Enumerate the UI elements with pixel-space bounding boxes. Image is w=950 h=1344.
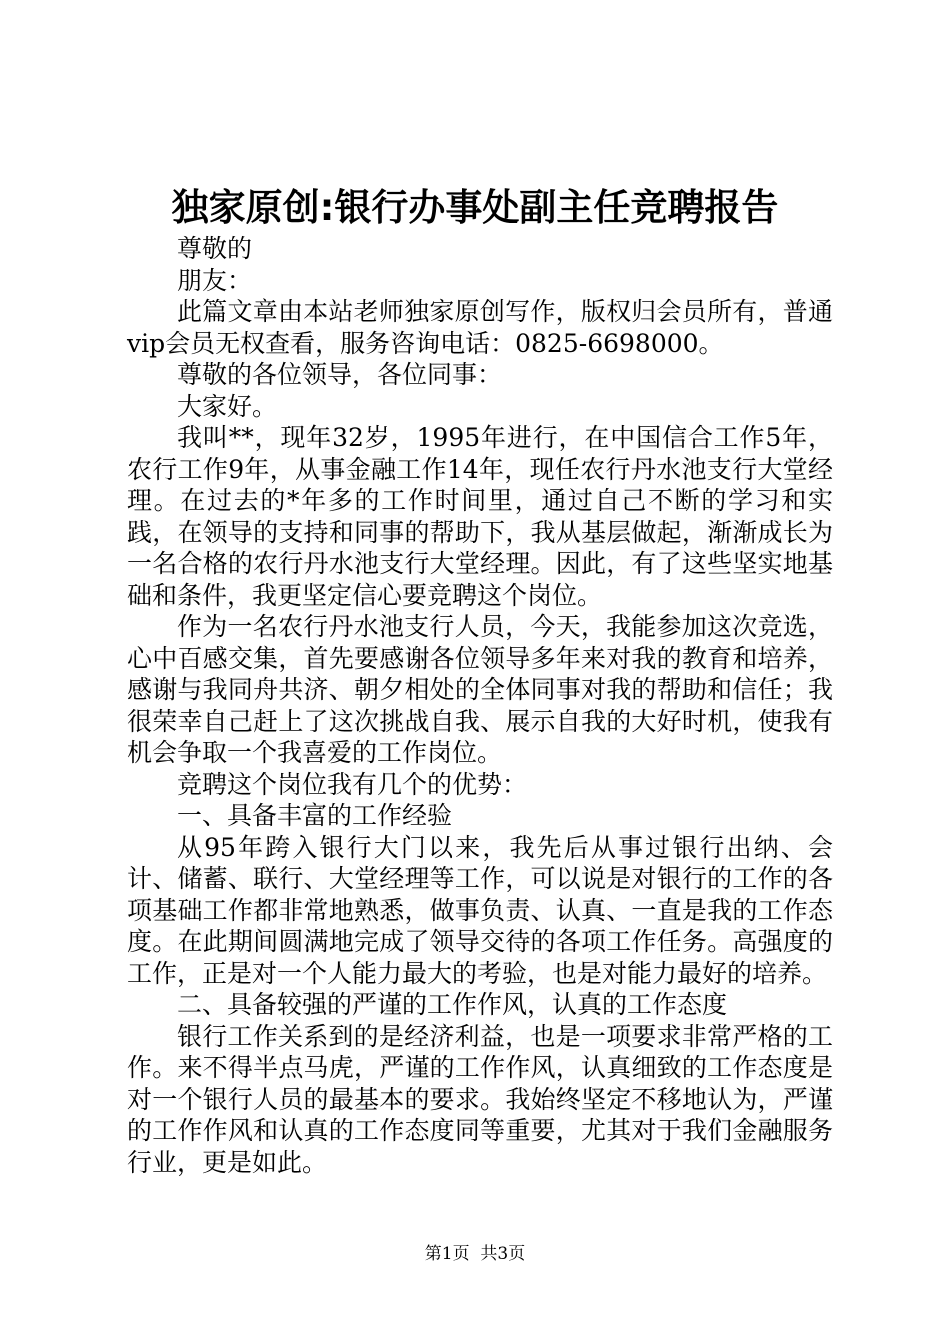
section-heading: 一、具备丰富的工作经验 <box>177 801 453 830</box>
paragraph: 此篇文章由本站老师独家原创写作，版权归会员所有，普通vip会员无权查看，服务咨询电话：0825-6698000。 <box>127 297 833 358</box>
footer-spacer <box>470 1244 481 1264</box>
section-heading: 二、具备较强的严谨的工作作风，认真的工作态度 <box>177 990 728 1019</box>
paragraph: 从95年跨入银行大门以来，我先后从事过银行出纳、会计、储蓄、联行、大堂经理等工作，可以说是对银行的工作的各项基础工作都非常地熟悉，做事负责、认真、一直是我的工作态度。在此期间圆满地完成了领导交待的各项工作任务。高强度的工作，正是对一个人能力最大的考验，也是对能力最好的培养。 <box>127 832 833 988</box>
page-footer <box>0 1242 950 1266</box>
paragraph: 朋友： <box>177 265 253 295</box>
paragraph: 尊敬的各位领导，各位同事： <box>177 360 503 389</box>
document-title: 独家原创:银行办事处副主任竞聘报告 <box>171 186 779 229</box>
page-number: 第1页 <box>424 1244 470 1264</box>
paragraph: 作为一名农行丹水池支行人员，今天，我能参加这次竞选，心中百感交集，首先要感谢各位领导多年来对我的教育和培养，感谢与我同舟共济、朝夕相处的全体同事对我的帮助和信任；我很荣幸自己赶上了这次挑战自我、展示自我的大好时机，使我有机会争取一个我喜爱的工作岗位。 <box>127 612 833 767</box>
page-total: 共3页 <box>480 1244 526 1264</box>
paragraph: 大家好。 <box>177 391 278 421</box>
paragraph: 竞聘这个岗位我有几个的优势： <box>177 769 528 799</box>
paragraph: 我叫**，现年32岁，1995年进行，在中国信合工作5年，农行工作9年，从事金融工作14年，现任农行丹水池支行大堂经理。在过去的*年多的工作时间里，通过自己不断的学习和实践，在领导的支持和同事的帮助下，我从基层做起，渐渐成长为一名合格的农行丹水池支行大堂经理。因此，有了这些坚实地基础和条件，我更坚定信心要竞聘这个岗位。 <box>127 423 833 610</box>
document-body <box>127 233 833 1178</box>
paragraph: 尊敬的 <box>177 234 253 263</box>
paragraph: 银行工作关系到的是经济利益，也是一项要求非常严格的工作。来不得半点马虎，严谨的工作作风，认真细致的工作态度是对一个银行人员的最基本的要求。我始终坚定不移地认为，严谨的工作作风和认真的工作态度同等重要，尤其对于我们金融服务行业，更是如此。 <box>127 1021 833 1177</box>
